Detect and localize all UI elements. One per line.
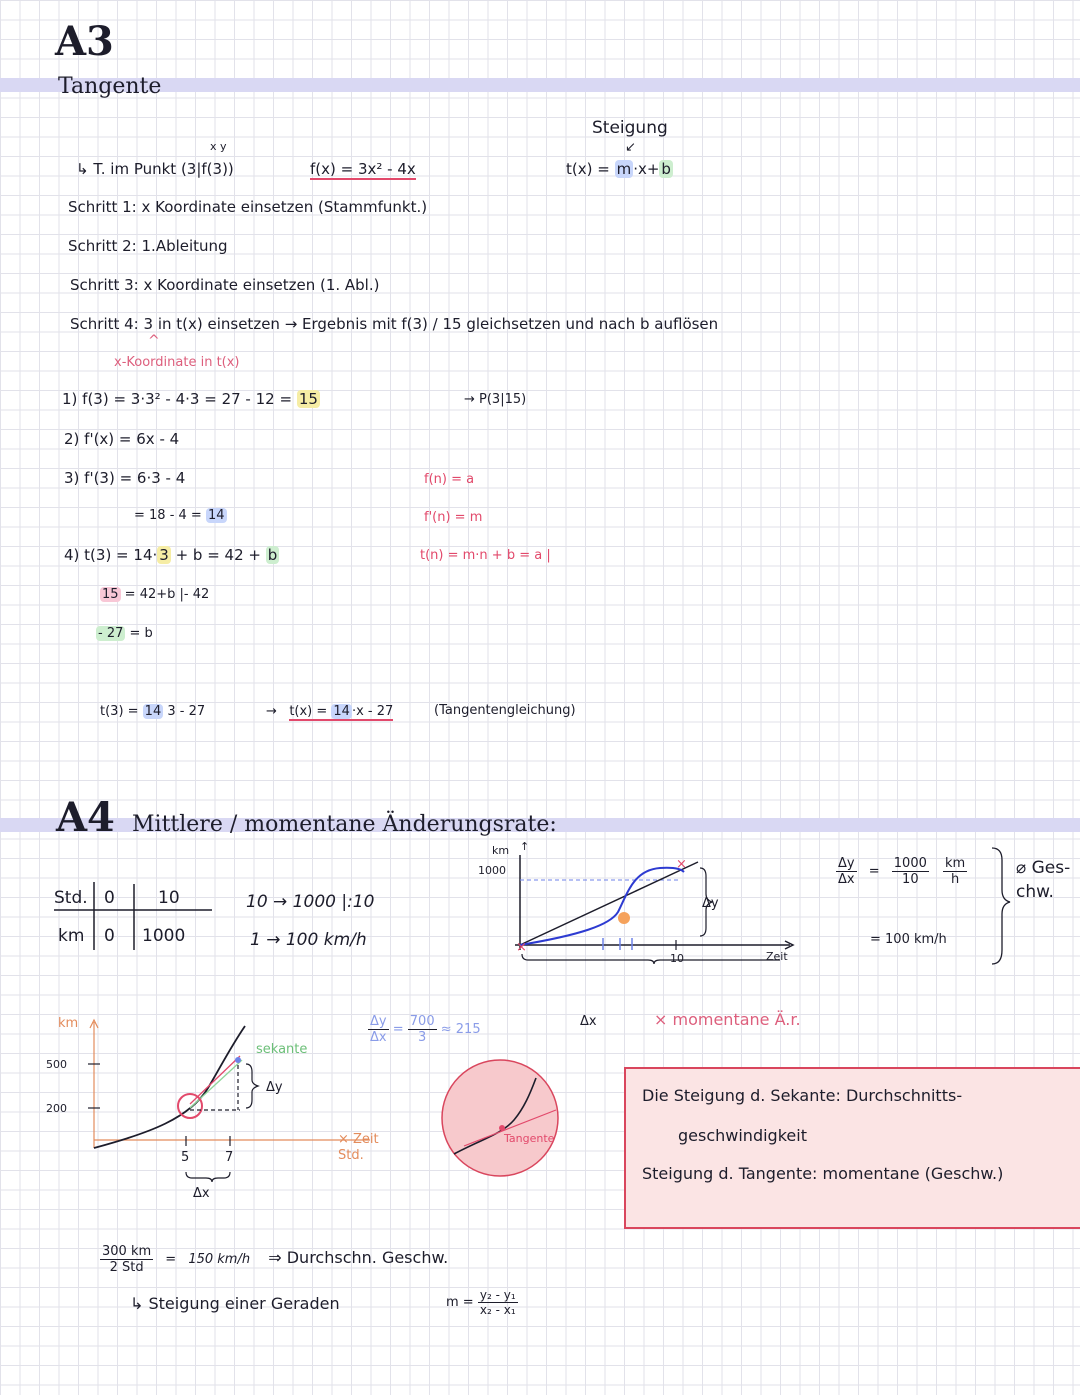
header-band-a3 bbox=[0, 78, 1080, 92]
step4-note: x-Koordinate in t(x) bbox=[114, 355, 240, 370]
section-title-a3: Tangente bbox=[58, 74, 162, 99]
graph1-y-arrow-icon: ↑ bbox=[520, 840, 530, 853]
side-note-3: t(n) = m·n + b = a | bbox=[420, 548, 551, 563]
avg-speed-result: = 100 km/h bbox=[870, 932, 947, 947]
calc-step-3: 3) f'(3) = 6·3 - 4 bbox=[64, 469, 186, 487]
tangent-label: Tangente bbox=[504, 1132, 555, 1145]
speed-formula: $\frac{300 km}{\text{2 Std}}$ = 150 km/h ⇒ Durchschn. Geschw. bbox=[102, 1244, 449, 1275]
tangent-equation-label: (Tangentengleichung) bbox=[434, 703, 576, 718]
graph2-x-tick: 7 bbox=[225, 1150, 234, 1165]
calc-step-3b: = 18 - 4 = 14 bbox=[134, 508, 225, 523]
avg-speed-formula: $\frac{\Delta y}{\Delta x}$ = $\frac{1000}{10}$ $\frac{km}{h}$ bbox=[838, 856, 966, 887]
step-1: Schritt 1: x Koordinate einsetzen (Stammfunkt.) bbox=[68, 198, 428, 216]
section-heading-a3: A3 bbox=[55, 18, 114, 65]
summary-line-1: Die Steigung d. Sekante: Durchschnitts- bbox=[642, 1086, 963, 1105]
section-title-a4: Mittlere / momentane Änderungsrate: bbox=[132, 812, 557, 837]
graph2-y-tick: 500 bbox=[46, 1058, 67, 1071]
tangent-zoom bbox=[440, 1058, 564, 1182]
graph1-y-unit: km bbox=[492, 844, 510, 857]
function-definition: f(x) = 3x² - 4x bbox=[310, 160, 416, 178]
table-cell: 1000 bbox=[142, 926, 186, 946]
slope-formula: m = $\frac{\text{y₂ - y₁}}{\text{x₂ - x₁}}$ bbox=[446, 1288, 516, 1317]
summary-line-3: Steigung d. Tangente: momentane (Geschw.) bbox=[642, 1164, 1004, 1183]
graph2-dx: Δx bbox=[193, 1186, 210, 1201]
momentane-label: × momentane Ä.r. bbox=[654, 1010, 801, 1029]
table-cell: 10 bbox=[158, 888, 180, 908]
final-equation: → t(x) = 14 ·x - 27 bbox=[266, 704, 394, 719]
side-note-1: f(n) = a bbox=[424, 472, 475, 487]
graph2-plot bbox=[80, 1018, 350, 1208]
calc-step-1: 1) f(3) = 3·3² - 4·3 = 27 - 12 = 15 bbox=[62, 390, 318, 408]
ratio-line-2: 1 → 100 km/h bbox=[250, 930, 367, 950]
summary-line-2: geschwindigkeit bbox=[678, 1126, 807, 1145]
graph2-dy: Δy bbox=[266, 1080, 283, 1095]
graph2-x-label: × Zeit Std. bbox=[338, 1132, 379, 1163]
tangent-general-form: t(x) = m ·x+ b bbox=[566, 160, 671, 178]
side-note-2: f'(n) = m bbox=[424, 510, 483, 525]
svg-text:×: × bbox=[516, 940, 527, 955]
calc-step-5: t(3) = 14 3 - 27 bbox=[100, 704, 206, 719]
calc-step-2: 2) f'(x) = 6x - 4 bbox=[64, 430, 180, 448]
table-row2-label: km bbox=[58, 926, 85, 946]
section-heading-a4: A4 bbox=[56, 794, 115, 841]
point-line: ↳ T. im Punkt (3|f(3)) bbox=[76, 160, 234, 178]
gerade-note: ↳ Steigung einer Geraden bbox=[130, 1294, 340, 1313]
calc-step-4c: - 27 = b bbox=[98, 626, 153, 641]
steigung-label: Steigung bbox=[592, 118, 668, 138]
avg-note: ⌀ Ges- chw. bbox=[1016, 858, 1071, 902]
graph1-dx: Δx bbox=[580, 1014, 597, 1029]
step-4: Schritt 4: 3 in t(x) einsetzen → Ergebnis mit f(3) / 15 gleichsetzen und nach b auflösen bbox=[70, 315, 719, 333]
point-p: → P(3|15) bbox=[464, 392, 527, 407]
caret-icon: ^ bbox=[148, 333, 160, 349]
xy-annotation: x y bbox=[210, 140, 227, 153]
calc-step-4: 4) t(3) = 14· 3 + b = 42 + b bbox=[64, 546, 278, 564]
table-cell: 0 bbox=[104, 888, 115, 908]
steigung-arrow-icon: ↙ bbox=[625, 140, 636, 155]
graph2-x-tick: 5 bbox=[181, 1150, 190, 1165]
step-3: Schritt 3: x Koordinate einsetzen (1. Abl.) bbox=[70, 276, 380, 294]
secant-label: sekante bbox=[256, 1042, 308, 1057]
graph1-y-tick: 1000 bbox=[478, 864, 506, 877]
graph1-dy: Δy bbox=[702, 896, 719, 911]
graph1-x-tick: 10 bbox=[670, 952, 684, 965]
graph2-y-tick: 200 bbox=[46, 1102, 67, 1115]
ratio-line-1: 10 → 1000 |:10 bbox=[246, 892, 375, 912]
graph2-y-unit: km bbox=[58, 1016, 79, 1031]
graph1-x-label: Zeit bbox=[766, 950, 788, 963]
hook-arrow-icon: ↳ bbox=[76, 160, 89, 178]
table-cell: 0 bbox=[104, 926, 115, 946]
calc-step-4b: 15 = 42+b |- 42 bbox=[102, 587, 210, 602]
graph2-fraction: $\frac{\Delta y}{\Delta x}$ = $\frac{700}{3}$ ≈ 215 bbox=[370, 1014, 481, 1045]
step-2: Schritt 2: 1.Ableitung bbox=[68, 237, 228, 255]
svg-text:×: × bbox=[676, 857, 687, 872]
table-row1-label: Std. bbox=[54, 888, 88, 908]
